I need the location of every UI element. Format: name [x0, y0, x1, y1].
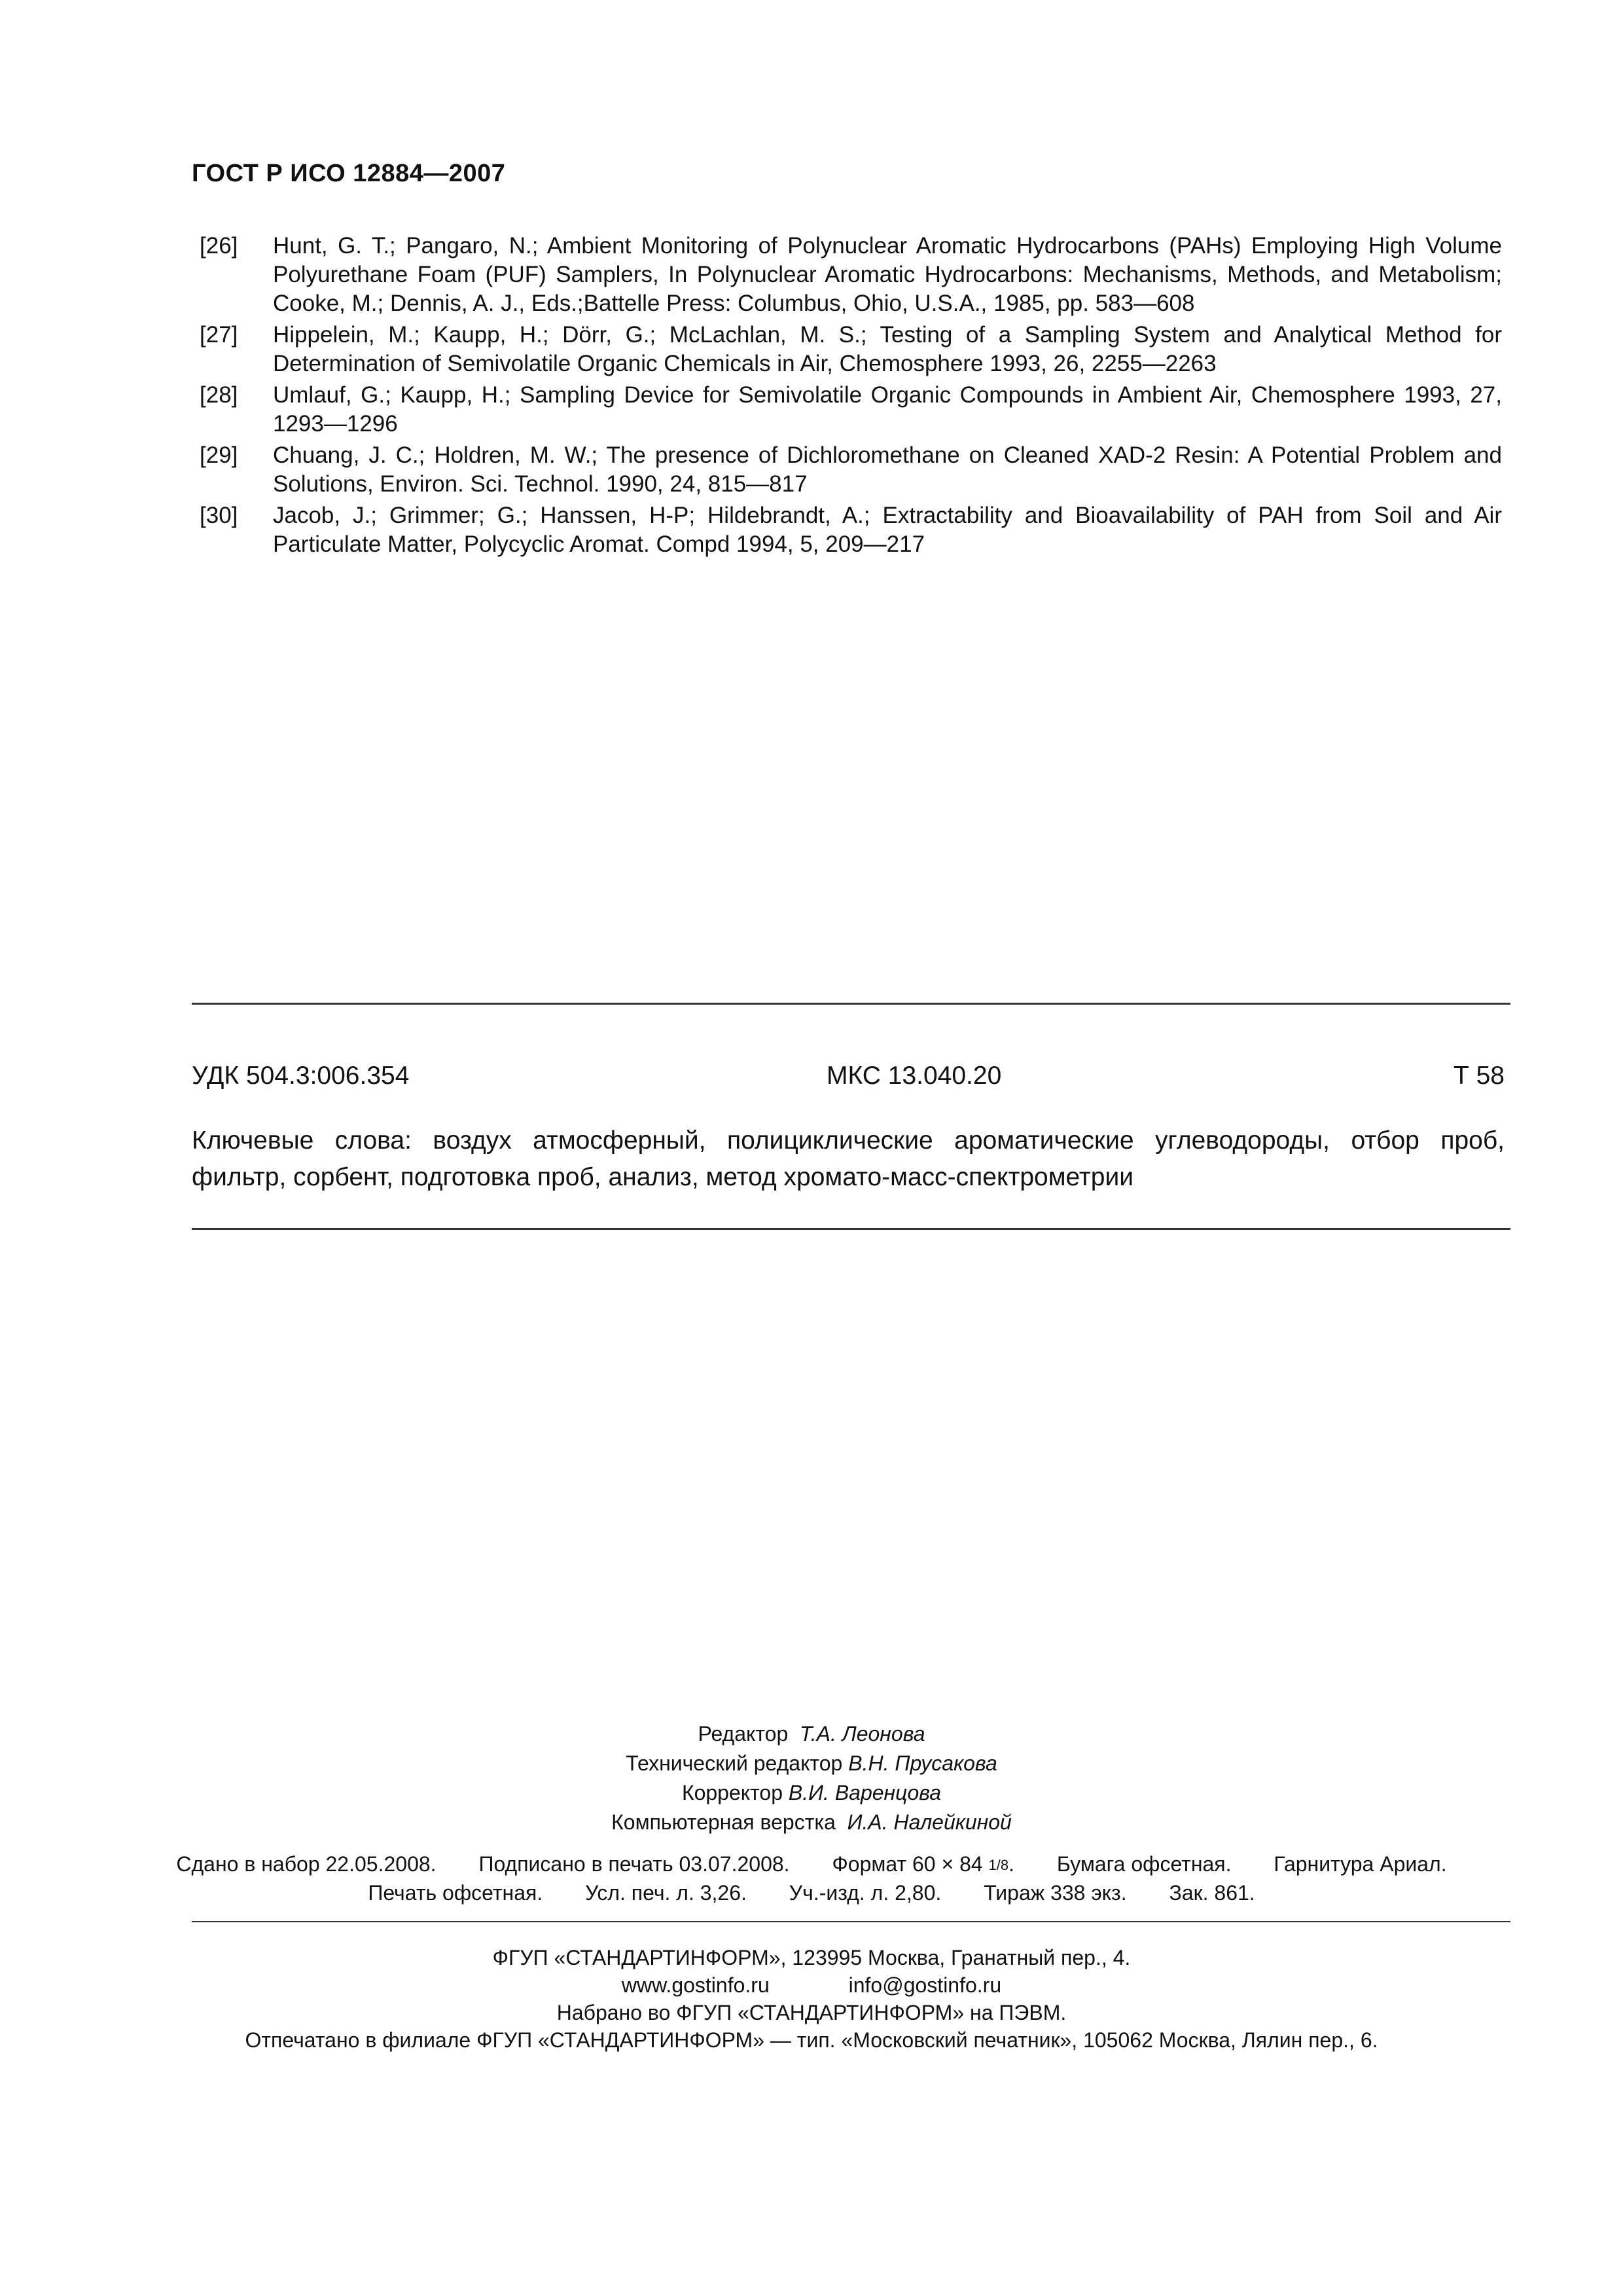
- reference-item: [200, 441, 1502, 499]
- keywords-line: фильтр, сорбент, подготовка проб, анализ, метод хромато-масс-спектрометрии: [192, 1163, 1134, 1191]
- reference-text: Jacob, J.; Grimmer; G.; Hanssen, H-P; Hildebrandt, A.; Extractability and Bioavailability of PAH from Soil and Air Particulate Matter, Polycyclic Aromat. Compd 1994, 5, 209—217: [273, 503, 1502, 557]
- publication-details-row1: [0, 1852, 1623, 1876]
- circulation: Тираж 338 экз.: [984, 1881, 1127, 1905]
- bibliography-list: [200, 232, 1502, 562]
- typeset-note: Набрано во ФГУП «СТАНДАРТИНФОРМ» на ПЭВМ.: [556, 2001, 1067, 2024]
- udk-code: УДК 504.3:006.354: [192, 1062, 410, 1090]
- reference-number: [26]: [200, 233, 238, 259]
- reference-text: Hippelein, M.; Kaupp, H.; Dörr, G.; McLachlan, M. S.; Testing of a Sampling System and Analytical Method for Determination of Semivolatile Organic Chemicals in Air, Chemosphere 1993, 26, 2255—2263: [273, 322, 1502, 376]
- mks-code: МКС 13.040.20: [827, 1062, 1002, 1090]
- print-sheets: Усл. печ. л. 3,26.: [585, 1881, 747, 1905]
- publisher-footer: [0, 1944, 1623, 2054]
- t-code: Т 58: [1453, 1062, 1505, 1090]
- publication-details-row2: [0, 1881, 1623, 1905]
- divider-bottom: [192, 1921, 1510, 1922]
- keywords: [192, 1122, 1505, 1196]
- submitted-date: Сдано в набор 22.05.2008.: [176, 1852, 437, 1876]
- website-link[interactable]: www.gostinfo.ru: [621, 1973, 770, 1997]
- credit-tech-editor: Технический редактор В.Н. Прусакова: [626, 1751, 997, 1775]
- divider-top: [192, 1003, 1510, 1005]
- reference-item: [200, 232, 1502, 318]
- signed-date: Подписано в печать 03.07.2008.: [478, 1852, 790, 1876]
- editorial-credits: [0, 1719, 1623, 1837]
- credit-layout: Компьютерная верстка И.А. Налейкиной: [611, 1810, 1012, 1834]
- publisher-contacts: [0, 1971, 1623, 1999]
- keywords-line: Ключевые слова: воздух атмосферный, полициклические ароматические углеводороды, отбор проб,: [192, 1126, 1505, 1155]
- email-link[interactable]: info@gostinfo.ru: [848, 1973, 1002, 1997]
- reference-text: Umlauf, G.; Kaupp, H.; Sampling Device for Semivolatile Organic Compounds in Ambient Air, Chemosphere 1993, 27, 1293—1296: [273, 382, 1502, 437]
- reference-text: Chuang, J. C.; Holdren, M. W.; The presence of Dichloromethane on Cleaned XAD-2 Resin: A Potential Problem and Solutions, Environ. Sci. Technol. 1990, 24, 815—817: [273, 442, 1502, 497]
- pub-sheets: Уч.-изд. л. 2,80.: [789, 1881, 942, 1905]
- paper-type: Бумага офсетная.: [1056, 1852, 1232, 1876]
- reference-number: [28]: [200, 382, 238, 408]
- reference-text: Hunt, G. T.; Pangaro, N.; Ambient Monitoring of Polynuclear Aromatic Hydrocarbons (PAHs) Employing High Volume Polyurethane Foam (PUF) Samplers, In Polynuclear Aromatic Hydrocarbons: Mechanisms, Methods, and Metabolism; Cooke, M.; Dennis, A. J., Eds.;Battelle Press: Columbus, Ohio, U.S.A., 1985, pp. 583—608: [273, 233, 1502, 316]
- reference-number: [27]: [200, 322, 238, 348]
- format-info: Формат 60 × 84 1/8.: [832, 1852, 1015, 1876]
- credit-editor: Редактор Т.А. Леонова: [698, 1722, 925, 1746]
- printed-note: Отпечатано в филиале ФГУП «СТАНДАРТИНФОРМ» — тип. «Московский печатник», 105062 Москва, Лялин пер., 6.: [245, 2028, 1378, 2052]
- order-number: Зак. 861.: [1169, 1881, 1255, 1905]
- reference-item: [200, 321, 1502, 378]
- reference-number: [29]: [200, 442, 238, 468]
- divider-middle: [192, 1228, 1510, 1230]
- reference-number: [30]: [200, 503, 238, 528]
- reference-item: [200, 501, 1502, 559]
- font-type: Гарнитура Ариал.: [1274, 1852, 1447, 1876]
- reference-item: [200, 381, 1502, 439]
- document-header: ГОСТ Р ИСО 12884—2007: [192, 160, 506, 187]
- publisher-address: ФГУП «СТАНДАРТИНФОРМ», 123995 Москва, Гранатный пер., 4.: [492, 1946, 1131, 1969]
- printing-type: Печать офсетная.: [368, 1881, 543, 1905]
- credit-proofreader: Корректор В.И. Варенцова: [681, 1781, 942, 1804]
